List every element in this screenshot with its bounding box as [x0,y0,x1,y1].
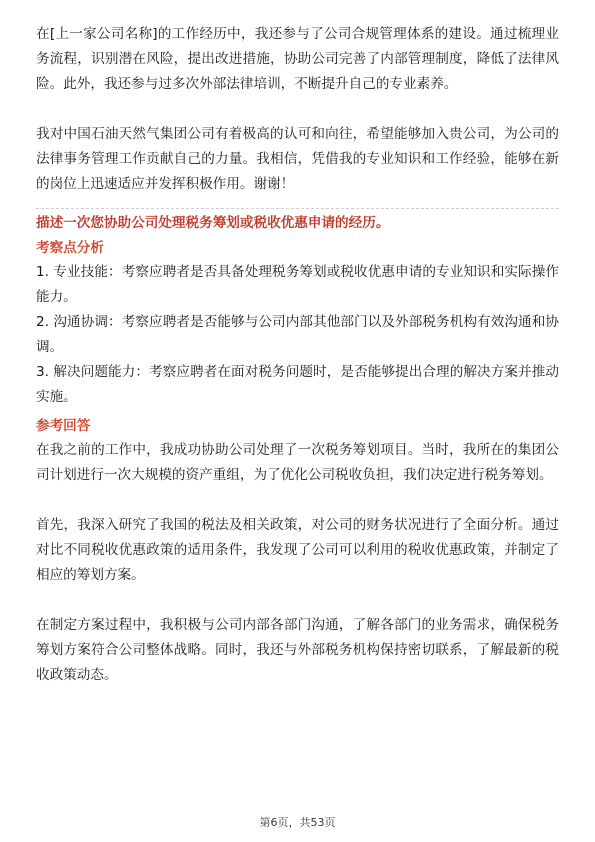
section-divider [36,208,559,209]
answer-paragraph-1: 在我之前的工作中，我成功协助公司处理了一次税务筹划项目。当时，我所在的集团公司计划进行一次大规模的资产重组，为了优化公司税收负担，我们决定进行税务筹划。 [36,442,559,483]
analysis-item-2: 2. 沟通协调：考察应聘者是否能够与公司内部其他部门以及外部税务机构有效沟通和协调。 [36,314,559,355]
interview-question: 描述一次您协助公司处理税务筹划或税收优惠申请的经历。 [36,215,390,231]
spacer [36,588,559,613]
intro-paragraph-1: 在[上一家公司名称]的工作经历中，我还参与了公司合规管理体系的建设。通过梳理业务流程，识别潜在风险，提出改进措施，协助公司完善了内部管理制度，降低了法律风险。此外，我还参与过多次外部法律培训，不断提升自己的专业素养。 [36,26,559,92]
page-number: 第6页，共53页 [259,816,336,829]
analysis-item-3: 3. 解决问题能力：考察应聘者在面对税务问题时，是否能够提出合理的解决方案并推动实施。 [36,364,559,405]
spacer [36,488,559,513]
document-page [36,22,559,688]
analysis-item-1: 1. 专业技能：考察应聘者是否具备处理税务筹划或税收优惠申请的专业知识和实际操作能力。 [36,264,559,305]
answer-paragraph-3: 在制定方案过程中，我积极与公司内部各部门沟通，了解各部门的业务需求，确保税务筹划方案符合公司整体战略。同时，我还与外部税务机构保持密切联系，了解最新的税收政策动态。 [36,617,559,683]
analysis-heading: 考察点分析 [36,240,104,256]
spacer [36,97,559,122]
intro-paragraph-2: 我对中国石油天然气集团公司有着极高的认可和向往，希望能够加入贵公司，为公司的法律事务管理工作贡献自己的力量。我相信，凭借我的专业知识和工作经验，能够在新的岗位上迅速适应并发挥积极作用。谢谢！ [36,126,559,192]
answer-heading: 参考回答 [36,418,91,434]
answer-paragraph-2: 首先，我深入研究了我国的税法及相关政策，对公司的财务状况进行了全面分析。通过对比不同税收优惠政策的适用条件，我发现了公司可以利用的税收优惠政策，并制定了相应的筹划方案。 [36,517,559,583]
